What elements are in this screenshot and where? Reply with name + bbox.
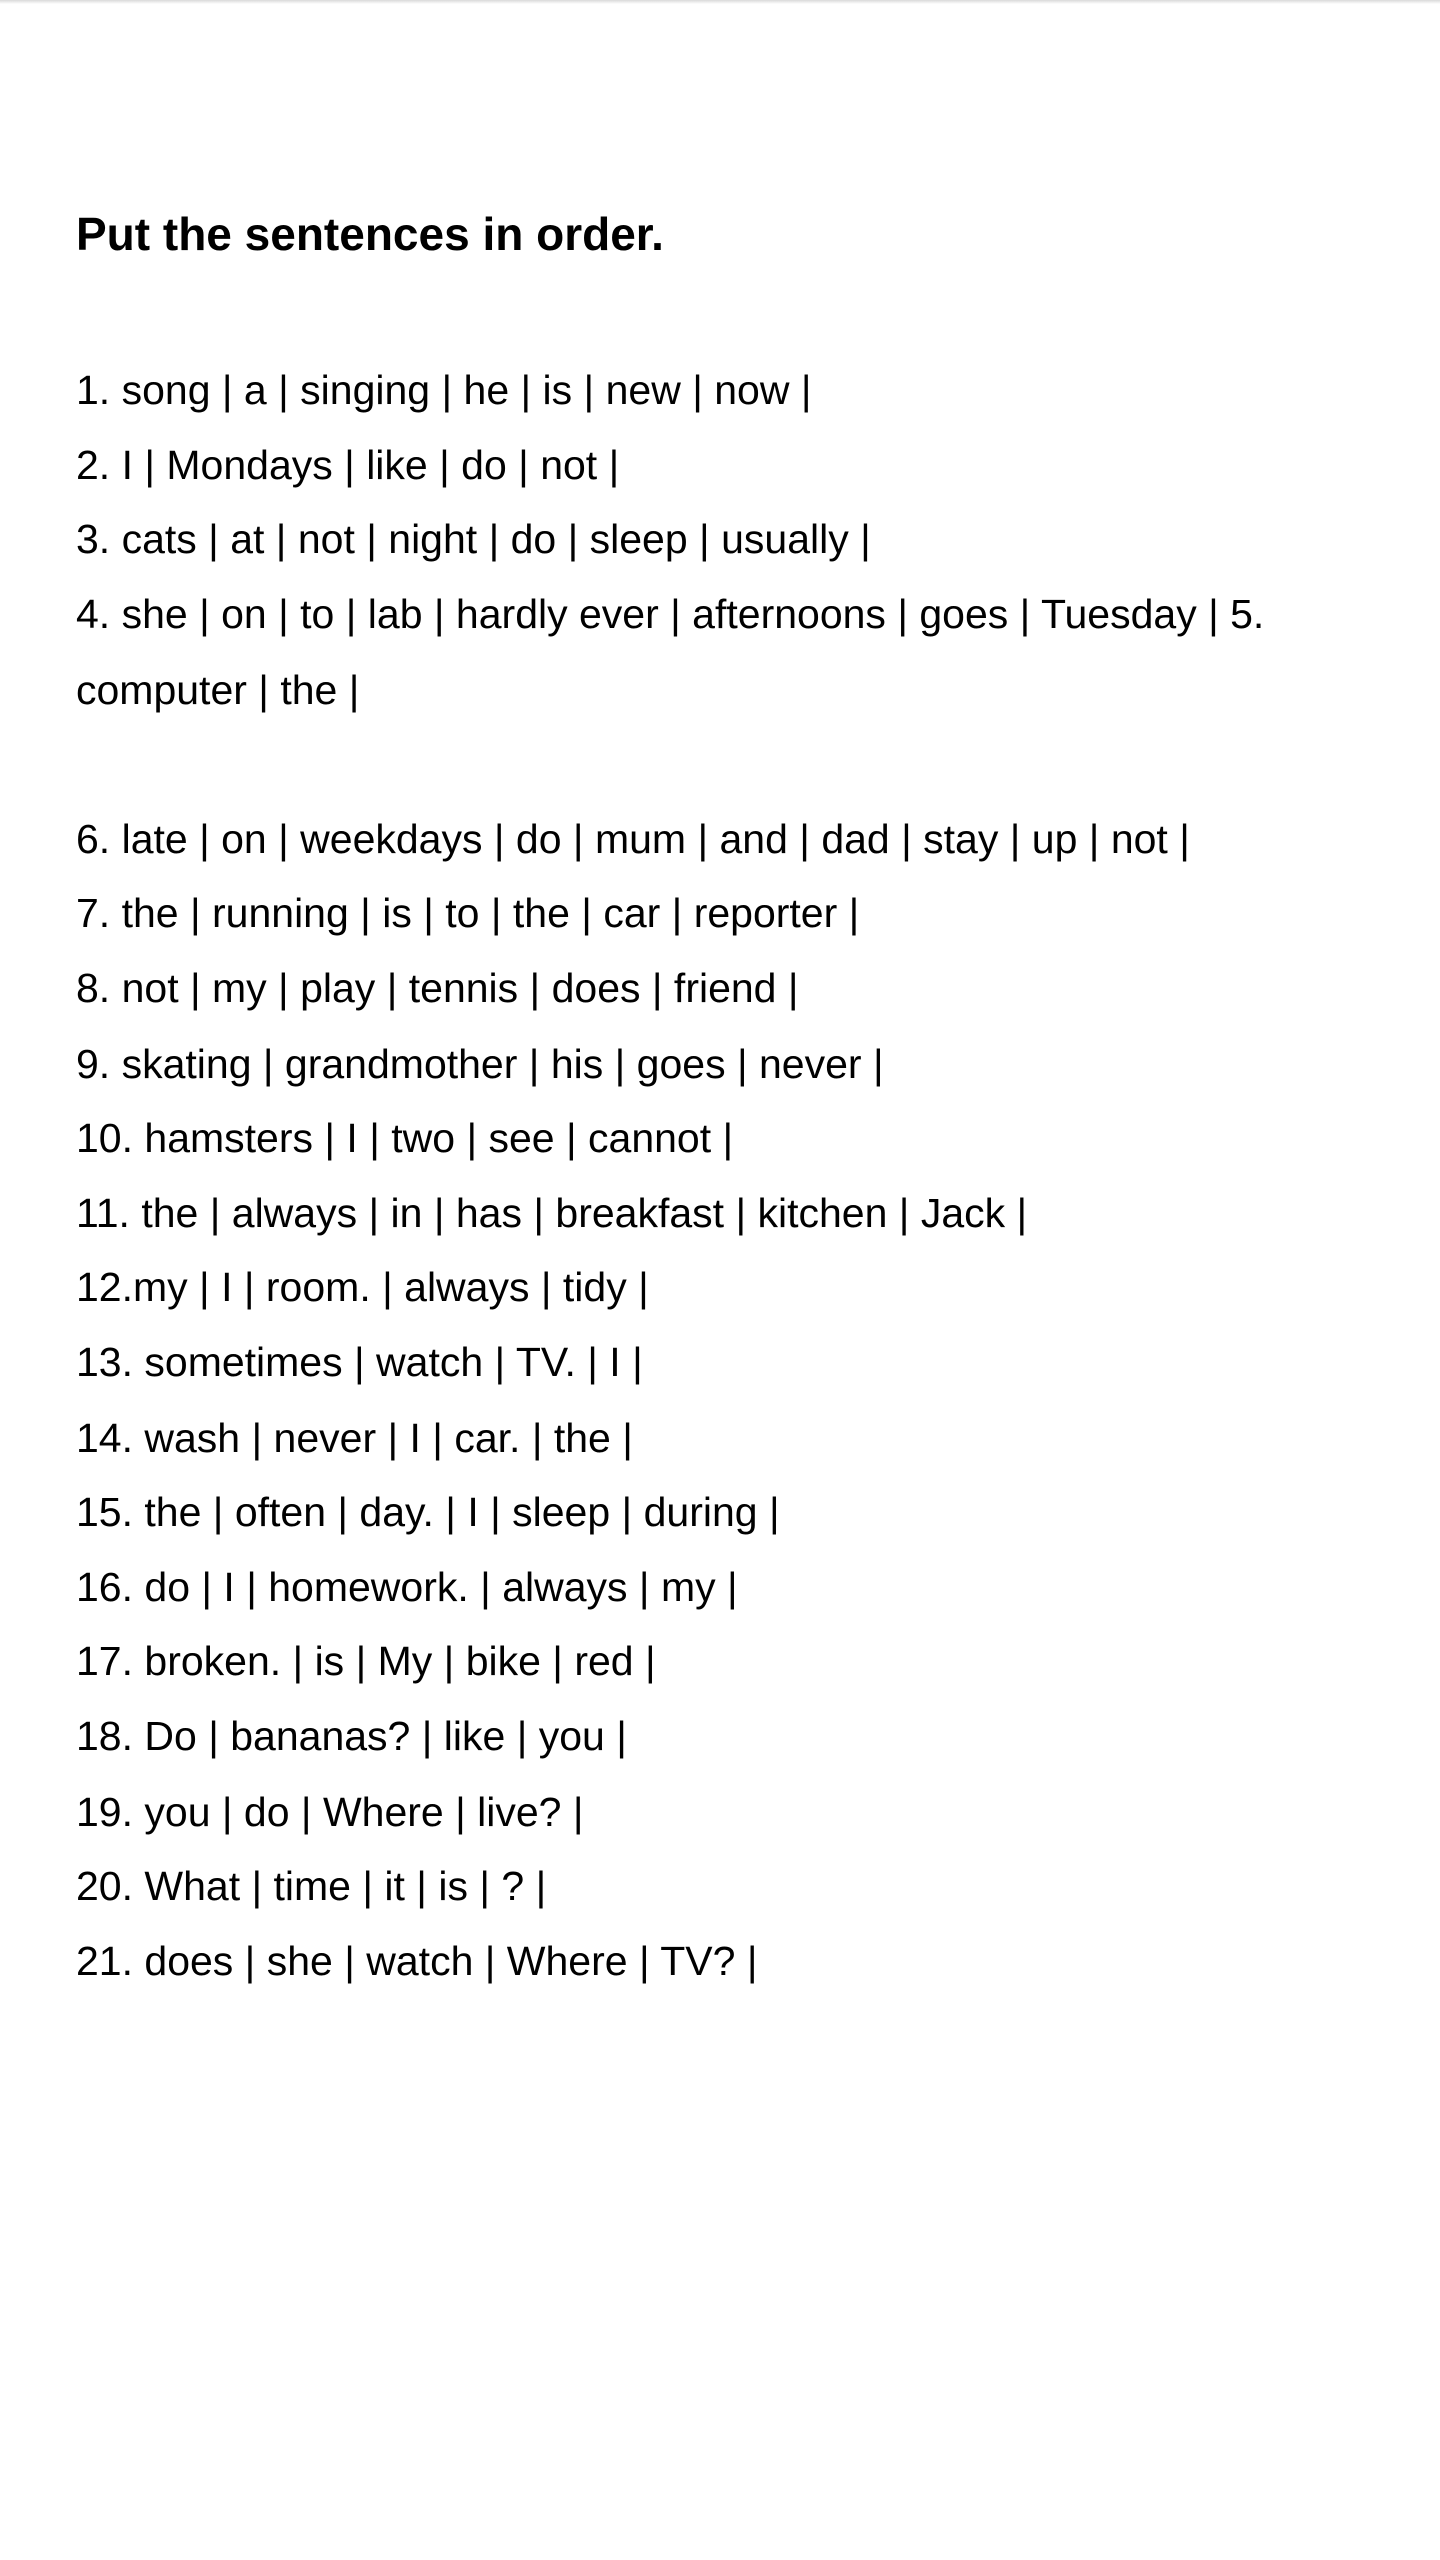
sentence-line: 16. do | I | homework. | always | my | (76, 1564, 738, 1610)
sentence-line: 13. sometimes | watch | TV. | I | (76, 1339, 643, 1385)
sentence-line: 11. the | always | in | has | breakfast | kitchen | Jack | (76, 1190, 1028, 1236)
sentence-line: 20. What | time | it | is | ? | (76, 1863, 547, 1909)
sentence-line: 18. Do | bananas? | like | you | (76, 1713, 627, 1759)
sentence-line: 4. she | on | to | lab | hardly ever | afternoons | goes | Tuesday | 5. (76, 591, 1265, 637)
sentence-line: 10. hamsters | I | two | see | cannot | (76, 1115, 734, 1161)
sentence-line: 19. you | do | Where | live? | (76, 1789, 584, 1835)
sentence-line: 9. skating | grandmother | his | goes | never | (76, 1041, 884, 1087)
sentence-line: computer | the | (76, 667, 360, 713)
sentence-line: 2. I | Mondays | like | do | not | (76, 442, 620, 488)
sentence-line: 12.my | I | room. | always | tidy | (76, 1264, 649, 1310)
sentence-line: 17. broken. | is | My | bike | red | (76, 1638, 656, 1684)
sentence-line: 1. song | a | singing | he | is | new | now | (76, 367, 812, 413)
sentence-line: 6. late | on | weekdays | do | mum | and | dad | stay | up | not | (76, 816, 1190, 862)
top-edge-shadow (0, 0, 1440, 4)
sentence-line: 3. cats | at | not | night | do | sleep | usually | (76, 516, 871, 562)
sentence-line: 21. does | she | watch | Where | TV? | (76, 1938, 758, 1984)
worksheet-title: Put the sentences in order. (76, 208, 664, 260)
sentence-line: 8. not | my | play | tennis | does | friend | (76, 965, 799, 1011)
sentence-line: 14. wash | never | I | car. | the | (76, 1415, 633, 1461)
sentence-line: 7. the | running | is | to | the | car | reporter | (76, 890, 860, 936)
sentence-line: 15. the | often | day. | I | sleep | during | (76, 1489, 780, 1535)
